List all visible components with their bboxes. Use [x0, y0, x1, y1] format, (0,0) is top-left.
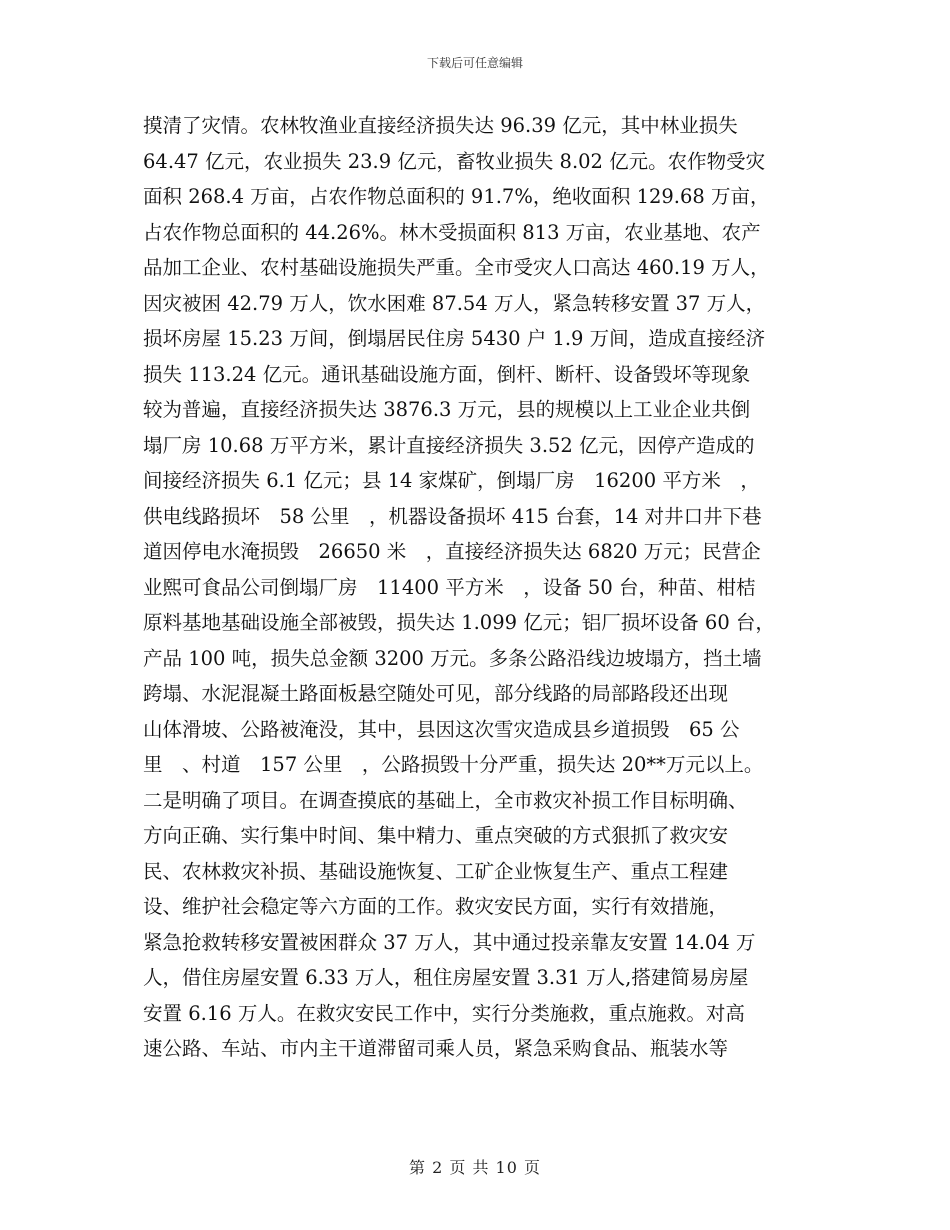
document-body — [143, 108, 811, 1067]
text-line: 摸清了灾情。农林牧渔业直接经济损失达 96.39 亿元，其中林业损失 — [143, 114, 738, 137]
text-line: 业熙可食品公司倒塌厂房 11400 平方米 ，设备 50 台，种苗、柑桔 — [143, 575, 756, 599]
text-line: 品加工企业、农村基础设施损失严重。全市受灾人口高达 460.19 万人， — [143, 256, 770, 279]
text-line: 设、维护社会稳定等六方面的工作。救灾安民方面，实行有效措施， — [143, 895, 729, 918]
text-line: 人，借住房屋安置 6.33 万人，租住房屋安置 3.31 万人,搭建简易房屋 — [143, 966, 749, 989]
text-line: 面积 268.4 万亩，占农作物总面积的 91.7%，绝收面积 129.68 万亩， — [143, 185, 770, 208]
text-line: 方向正确、实行集中时间、集中精力、重点突破的方式狠抓了救灾安 — [143, 824, 729, 847]
text-line: 速公路、车站、市内主干道滞留司乘人员，紧急采购食品、瓶装水等 — [143, 1037, 729, 1060]
text-line: 道因停电水淹损毁 26650 米 ，直接经济损失达 6820 万元；民营企 — [143, 540, 761, 563]
text-line: 64.47 亿元，农业损失 23.9 亿元，畜牧业损失 8.02 亿元。农作物受灾 — [143, 149, 766, 173]
text-line: 间接经济损失 6.1 亿元；县 14 家煤矿，倒塌厂房 16200 平方米 ， — [143, 469, 760, 492]
text-line: 原料基地基础设施全部被毁，损失达 1.099 亿元；铝厂损坏设备 60 台， — [143, 611, 775, 634]
text-line: 山体滑坡、公路被淹没，其中，县因这次雪灾造成县乡道损毁 65 公 — [143, 717, 740, 741]
text-line: 损坏房屋 15.23 万间，倒塌居民住房 5430 户 1.9 万间，造成直接经济 — [143, 327, 766, 350]
text-line: 因灾被困 42.79 万人，饮水困难 87.54 万人，紧急转移安置 37 万人， — [143, 291, 766, 315]
text-line: 塌厂房 10.68 万平方米，累计直接经济损失 3.52 亿元，因停产造成的 — [143, 433, 755, 457]
text-line: 损失 113.24 亿元。通讯基础设施方面，倒杆、断杆、设备毁坏等现象 — [143, 362, 751, 386]
text-line: 占农作物总面积的 44.26%。林木受损面积 813 万亩，农业基地、农产 — [143, 220, 761, 244]
text-line: 安置 6.16 万人。在救灾安民工作中，实行分类施救，重点施救。对高 — [143, 1001, 745, 1025]
text-line: 较为普遍，直接经济损失达 3876.3 万元，县的规模以上工业企业共倒 — [143, 398, 751, 421]
text-line: 产品 100 吨，损失总金额 3200 万元。多条公路沿线边坡塌方，挡土墙 — [143, 646, 762, 670]
text-line: 民、农林救灾补损、基础设施恢复、工矿企业恢复生产、重点工程建 — [143, 859, 729, 883]
text-line: 供电线路损坏 58 公里 ，机器设备损坏 415 台套，14 对井口井下巷 — [143, 504, 762, 528]
text-line: 二是明确了项目。在调查摸底的基础上，全市救灾补损工作目标明确、 — [143, 788, 748, 812]
text-line: 跨塌、水泥混凝土路面板悬空随处可见，部分线路的局部路段还出现 — [143, 682, 729, 705]
text-line: 紧急抢救转移安置被困群众 37 万人，其中通过投亲靠友安置 14.04 万 — [143, 930, 756, 954]
text-line: 里 、村道 157 公里 ，公路损毁十分严重，损失达 20**万元以上。 — [143, 753, 764, 776]
page-number: 第 2 页 共 10 页 — [409, 1158, 541, 1177]
page-header: 下载后可任意编辑 — [426, 56, 523, 70]
